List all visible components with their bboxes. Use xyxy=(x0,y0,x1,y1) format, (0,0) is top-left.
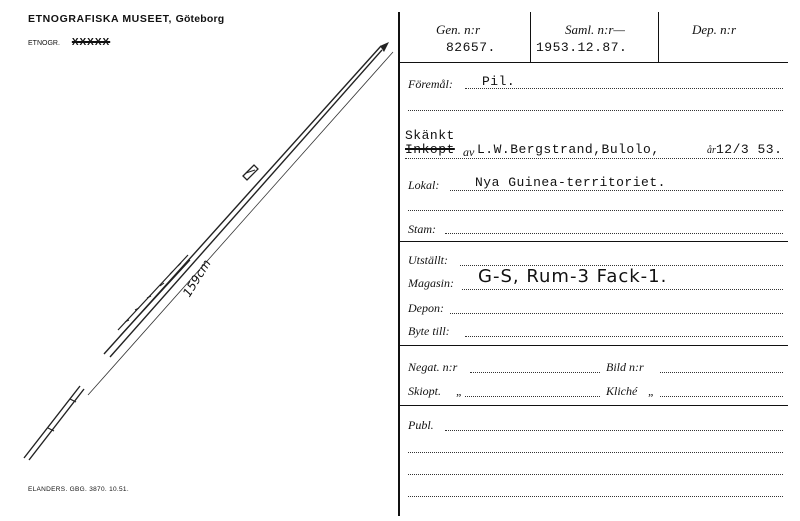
kliche-dots xyxy=(660,396,783,397)
byte-dots xyxy=(465,336,783,337)
museum-city: Göteborg xyxy=(175,13,225,25)
stam-label: Stam: xyxy=(408,222,436,236)
inkopt-struck: Inkopt xyxy=(405,142,455,157)
kliche-ditto: „ xyxy=(648,384,655,398)
av-label: av xyxy=(463,145,475,159)
date-value: 12/3 53. xyxy=(716,142,783,157)
skiopt-ditto: „ xyxy=(456,384,463,398)
panel-divider xyxy=(398,12,400,516)
skiopt-dots xyxy=(465,396,600,397)
bild-label: Bild n:r xyxy=(606,360,644,374)
arrow-binding xyxy=(243,165,258,180)
byte-rule xyxy=(398,345,788,346)
magasin-value: G-S, Rum-3 Fack-1. xyxy=(478,266,668,287)
negat-dots xyxy=(470,372,600,373)
stam-dots xyxy=(445,233,783,234)
skiopt-label: Skiopt. xyxy=(408,384,441,398)
arrow-sketch xyxy=(0,0,395,521)
foremal-dots xyxy=(465,88,783,89)
magasin-dots xyxy=(462,289,783,290)
arrow-shaft-right-edge xyxy=(110,50,382,357)
donor-dots xyxy=(405,158,783,159)
etnogr-label: ETNOGR. xyxy=(28,40,60,47)
arrow-lower-right-edge xyxy=(29,389,84,460)
depon-dots xyxy=(450,313,783,314)
saml-label: Saml. n:r— xyxy=(565,22,625,37)
etnogr-struck-text: XXXXX xyxy=(71,37,111,48)
negat-label: Negat. n:r xyxy=(408,360,458,374)
foremal-value: Pil. xyxy=(482,74,516,89)
publ-dots-3 xyxy=(408,474,783,475)
dep-label: Dep. n:r xyxy=(692,22,737,37)
museum-name: ETNOGRAFISKA MUSEET, xyxy=(28,13,173,25)
publ-dots-2 xyxy=(408,452,783,453)
gen-value: 82657. xyxy=(446,40,496,55)
utstallt-label: Utställt: xyxy=(408,253,449,267)
magasin-label: Magasin: xyxy=(408,276,454,290)
publ-label: Publ. xyxy=(408,418,434,432)
arrow-decoration xyxy=(118,255,190,336)
lokal-dots xyxy=(450,190,783,191)
depon-label: Depon: xyxy=(408,301,444,315)
lokal-label: Lokal: xyxy=(408,178,440,192)
measure-line xyxy=(88,52,393,395)
foremal-label: Föremål: xyxy=(408,77,453,91)
header-separator-1 xyxy=(530,12,531,62)
kliche-rule xyxy=(398,405,788,406)
printer-imprint: ELANDERS. GBG. 3870. 10.51. xyxy=(28,486,129,493)
skankt-value: Skänkt xyxy=(405,128,455,143)
byte-label: Byte till: xyxy=(408,324,450,338)
saml-value: 1953.12.87. xyxy=(536,40,628,55)
ar-label: år xyxy=(707,145,716,156)
arrow-lower-left-edge xyxy=(24,386,80,458)
lokal-dots-2 xyxy=(408,210,783,211)
length-annotation: 159cm xyxy=(180,257,214,300)
gen-label: Gen. n:r xyxy=(436,22,481,37)
bild-dots xyxy=(660,372,783,373)
donor-value: L.W.Bergstrand,Bulolo, xyxy=(477,142,660,157)
kliche-label: Kliché xyxy=(606,384,638,398)
lokal-value: Nya Guinea-territoriet. xyxy=(475,175,666,190)
stam-rule xyxy=(398,241,788,242)
header-bottom-rule xyxy=(398,62,788,63)
publ-dots-1 xyxy=(445,430,783,431)
header-separator-2 xyxy=(658,12,659,62)
foremal-dots-2 xyxy=(408,110,783,111)
publ-dots-4 xyxy=(408,496,783,497)
